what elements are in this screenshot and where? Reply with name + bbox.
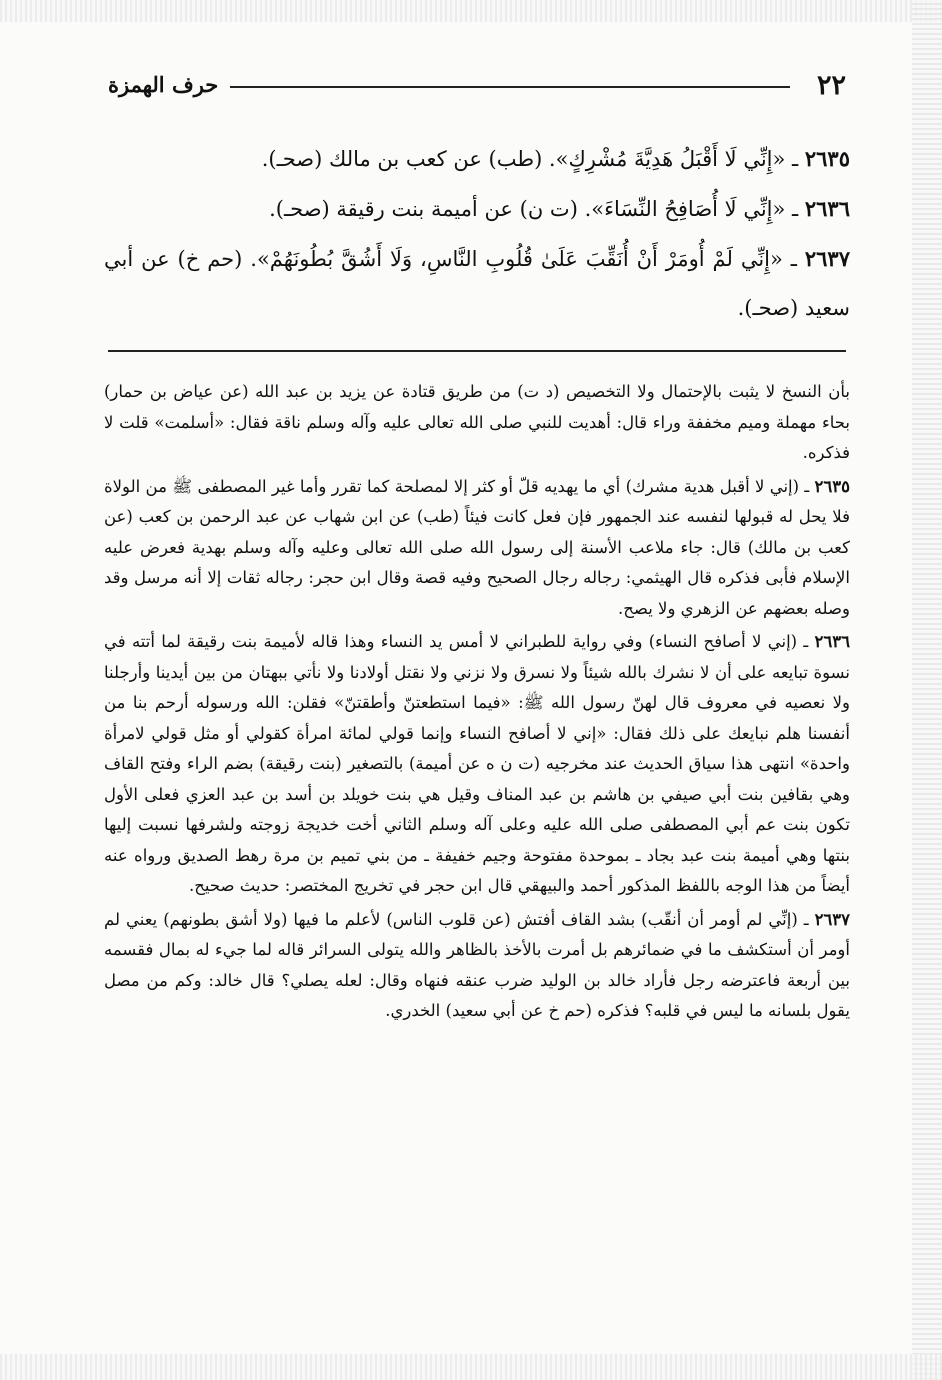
scan-edge-right [912, 0, 942, 1380]
commentary-entry-2637: ٢٦٣٧ ـ (إنِّي لم أومر أن أنقّب) بشد القاف أفتش (عن قلوب الناس) لأعلم ما فيها (ولا أشق بطونهم) يعني لم أومر أن أستكشف ما في ضمائرهم بل أمرت بالأخذ بالظاهر والله يتولى السرائر قاله لما جيء له بمال فقسمه بين أربعة فاعترضه رجل فأراد خالد بن الوليد ضرب عنقه فنهاه وقال: لعله يصلي؟ قال خالد: وكم من مصل يقول بلسانه ما ليس في قلبه؟ فذكره (حم خ عن أبي سعيد) الخدري. [104, 909, 851, 1020]
hadith-number: ٢٦٣٦ [804, 196, 850, 221]
commentary-number: ٢٦٣٧ [814, 909, 851, 929]
page-header [108, 66, 846, 106]
hadith-2635: ٢٦٣٥ ـ «إِنِّي لَا أَقْبَلُ هَدِيَّةَ مُشْرِكٍ». (طب) عن كعب بن مالك (صحـ). [261, 146, 850, 171]
commentary-text: (إني لا أصافح النساء) وفي رواية للطبراني لا أمس يد النساء وهذا قاله لأميمة بنت رقيقة لما أتته في نسوة تبايعه على أن لا نشرك بالله شيئاً ولا نسرق ولا نزني ولا نقتل أولادنا ولا نأتي ببهتان من بين أيدينا وأرجلنا ولا نعصيه في معروف قال لهنّ رسول الله ﷺ: «فيما استطعتنّ وأطقتنّ» فقلن: الله ورسوله أرحم بنا من أنفسنا هلم نبايعك على ذلك فقال: «إني لا أصافح النساء وإنما قولي لمائة امرأة كقولي أو مثل قولي لامرأة واحدة» انتهى هذا سياق الحديث عند مخرجيه (ت ن ه عن أميمة) بالتصغير (بنت رقيقة) بضم الراء وفتح القاف وهي بقافين بنت أبي صيفي بن هاشم بن عبد المناف وقيل هي بنت خويلد بن أسد بن عبد العزي فعلى الأول تكون بنت عم أبي المصطفى صلى الله عليه وعلى آله وسلم الثاني أخت خديجة زوجته ولشرفها نسبت إليها بنتها وهي أميمة بنت عبد بجاد ـ بموحدة مفتوحة وجيم خفيفة ـ من بني تميم بن مرة رهط الصديق ورواه عنه أيضاً من هذا الوجه باللفظ المذكور أحمد والبيهقي قال ابن حجر في تخريج المختصر: حديث صحيح. [104, 632, 850, 895]
chapter-title: حرف الهمزة [108, 72, 219, 97]
header-rule [230, 86, 790, 88]
scan-edge-top [0, 0, 942, 22]
hadith-number: ٢٦٣٥ [804, 146, 850, 171]
commentary-intro: بأن النسخ لا يثبت بالإحتمال ولا التخصيص (د ت) من طريق قتادة عن يزيد بن عبد الله (عن عياض بن حمار) بحاء مهملة وميم مخففة وراء قال: أهديت للنبي صلى الله تعالى عليه وآله وسلم ناقة فقال: «أسلمت» قلت لا فذكره. [104, 382, 850, 462]
hadith-text: «إِنِّي لَا أُصَافِحُ النِّسَاءَ». (ت ن) عن أميمة بنت رقيقة (صحـ). [269, 197, 786, 221]
commentary-number: ٢٦٣٥ [814, 476, 850, 496]
scan-edge-bottom [0, 1354, 942, 1380]
hadith-text-block [104, 134, 850, 333]
commentary-entry-2636: ٢٦٣٦ ـ (إني لا أصافح النساء) وفي رواية للطبراني لا أمس يد النساء وهذا قاله لأميمة بنت رقيقة لما أتته في نسوة تبايعه على أن لا نشرك بالله شيئاً ولا نسرق ولا نزني ولا نقتل أولادنا ولا نأتي ببهتان من بين أيدينا وأرجلنا ولا نعصيه في معروف قال لهنّ رسول الله ﷺ: «فيما استطعتنّ وأطقتنّ» فقلن: الله ورسوله أرحم بنا من أنفسنا هلم نبايعك على ذلك فقال: «إني لا أصافح النساء وإنما قولي لمائة امرأة كقولي أو مثل قولي لامرأة واحدة» انتهى هذا سياق الحديث عند مخرجيه (ت ن ه عن أميمة) بالتصغير (بنت رقيقة) بضم الراء وفتح القاف وهي بقافين بنت أبي صيفي بن هاشم بن عبد المناف وقيل هي بنت خويلد بن أسد بن عبد العزي فعلى الأول تكون بنت عم أبي المصطفى صلى الله عليه وعلى آله وسلم الثاني أخت خديجة زوجته ولشرفها نسبت إليها بنتها وهي أميمة بنت عبد بجاد ـ بموحدة مفتوحة وجيم خفيفة ـ من بني تميم بن مرة رهط الصديق ورواه عنه أيضاً من هذا الوجه باللفظ المذكور أحمد والبيهقي قال ابن حجر في تخريج المختصر: حديث صحيح. [104, 632, 850, 895]
commentary-text: (إني لا أقبل هدية مشرك) أي ما يهديه قلّ أو كثر إلا لمصلحة كما تقرر وأما غير المصطفى ﷺ من الولاة فلا يحل له قبولها لنفسه عند الجمهور فإن فعل كانت فيئاً (طب) عن ابن شهاب عن عبد الرحمن بن كعب (عن كعب بن مالك) قال: جاء ملاعب الأسنة إلى رسول الله صلى الله تعالى وعليه وآله وسلم بهدية فعرض عليه الإسلام فأبى فذكره قال الهيثمي: رجاله رجال الصحيح وفيه قصة وقال ابن حجر: رجاله ثقات إلا أنه مرسل وقد وصله بعضهم عن الزهري ولا يصح. [104, 476, 850, 618]
commentary-entry-2635: ٢٦٣٥ ـ (إني لا أقبل هدية مشرك) أي ما يهديه قلّ أو كثر إلا لمصلحة كما تقرر وأما غير المصطفى ﷺ من الولاة فلا يحل له قبولها لنفسه عند الجمهور فإن فعل كانت فيئاً (طب) عن ابن شهاب عن عبد الرحمن بن كعب (عن كعب بن مالك) قال: جاء ملاعب الأسنة إلى رسول الله صلى الله تعالى وعليه وآله وسلم بهدية فعرض عليه الإسلام فأبى فذكره قال الهيثمي: رجاله رجال الصحيح وفيه قصة وقال ابن حجر: رجاله ثقات إلا أنه مرسل وقد وصله بعضهم عن الزهري ولا يصح. [104, 476, 850, 618]
hadith-number: ٢٦٣٧ [804, 246, 850, 271]
commentary-number: ٢٦٣٦ [814, 632, 850, 651]
footnote-separator [108, 350, 846, 352]
page-number: ٢٢ [816, 70, 846, 101]
hadith-text: «إِنِّي لَا أَقْبَلُ هَدِيَّةَ مُشْرِكٍ». (طب) عن كعب بن مالك (صحـ). [261, 147, 786, 171]
hadith-2636: ٢٦٣٦ ـ «إِنِّي لَا أُصَافِحُ النِّسَاءَ». (ت ن) عن أميمة بنت رقيقة (صحـ). [269, 196, 850, 221]
commentary-block [104, 377, 850, 1030]
hadith-text: «إِنِّي لَمْ أُومَرْ أَنْ أُنَقِّبَ عَلَىٰ قُلُوبِ النَّاسِ، وَلَا أَشُقَّ بُطُونَهُمْ». (حم خ) عن أبي سعيد (صحـ). [104, 247, 850, 320]
hadith-2637: ٢٦٣٧ ـ «إِنِّي لَمْ أُومَرْ أَنْ أُنَقِّبَ عَلَىٰ قُلُوبِ النَّاسِ، وَلَا أَشُقَّ بُطُونَهُمْ». (حم خ) عن أبي سعيد (صحـ). [104, 246, 850, 320]
commentary-text: (إنِّي لم أومر أن أنقّب) بشد القاف أفتش (عن قلوب الناس) لأعلم ما فيها (ولا أشق بطونهم) يعني لم أومر أن أستكشف ما في ضمائرهم بل أمرت بالأخذ بالظاهر والله يتولى السرائر قاله لما جيء له بمال فقسمه بين أربعة فاعترضه رجل فأراد خالد بن الوليد ضرب عنقه فنهاه وقال: لعله يصلي؟ قال خالد: وكم من مصل يقول بلسانه ما ليس في قلبه؟ فذكره (حم خ عن أبي سعيد) الخدري. [104, 909, 850, 1020]
